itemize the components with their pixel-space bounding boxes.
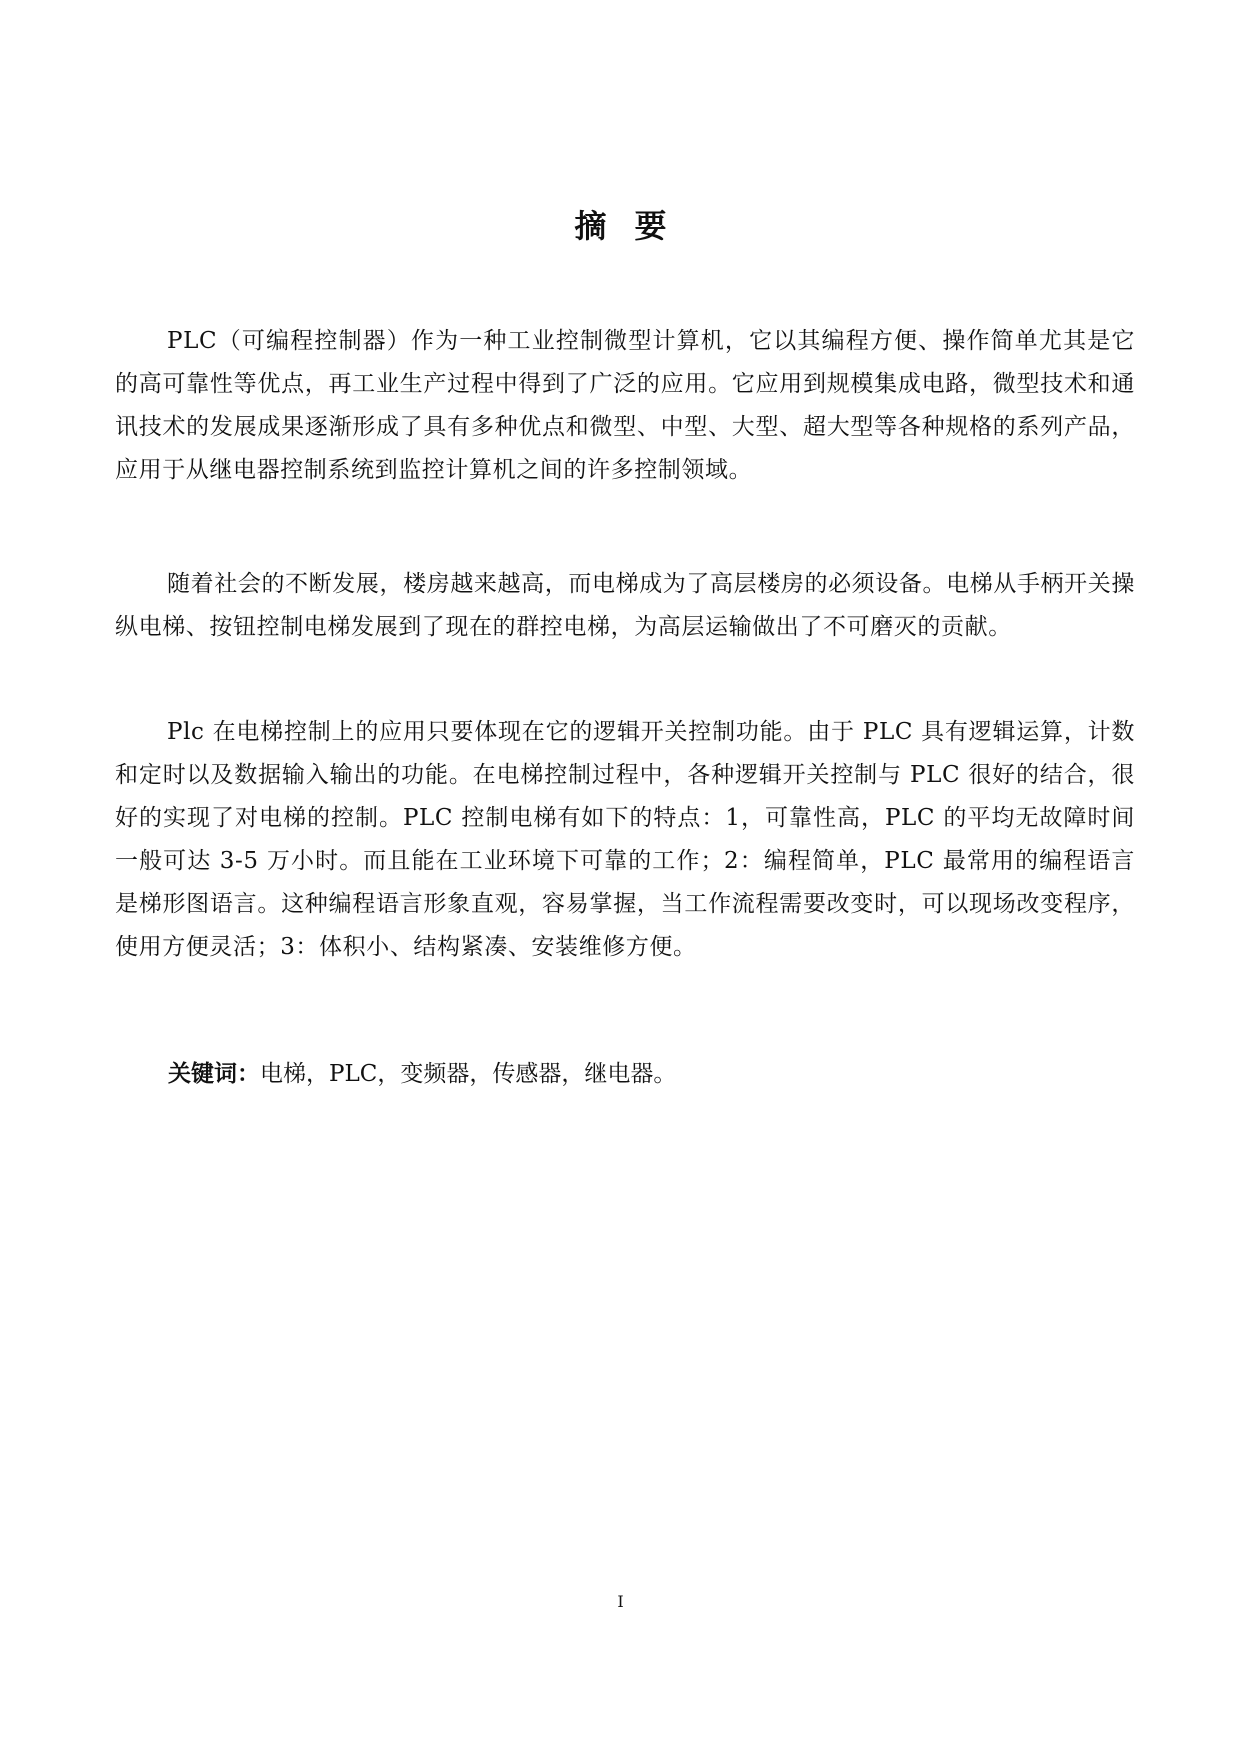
abstract-paragraph-2: 随着社会的不断发展，楼房越来越高，而电梯成为了高层楼房的必须设备。电梯从手柄开关操纵电梯、按钮控制电梯发展到了现在的群控电梯，为高层运输做出了不可磨灭的贡献。 [115,571,1135,640]
abstract-paragraph-3: Plc 在电梯控制上的应用只要体现在它的逻辑开关控制功能。由于 PLC 具有逻辑运算，计数和定时以及数据输入输出的功能。在电梯控制过程中，各种逻辑开关控制与 PLC 很好的结合，很好的实现了对电梯的控制。PLC 控制电梯有如下的特点：1，可靠性高，PLC 的平均无故障时间一般可达 3-5 万小时。而且能在工业环境下可靠的工作；2：编程简单，PLC 最常用的编程语言是梯形图语言。这种编程语言形象直观，容易掌握，当工作流程需要改变时，可以现场改变程序，使用方便灵活；3：体积小、结构紧凑、安装维修方便。 [115,719,1135,960]
keywords-label: 关键词： [168,1061,260,1087]
keywords-line [168,1054,676,1094]
page-number: I [617,1592,624,1611]
page-title: 摘要 [574,207,695,245]
abstract-paragraph-1: PLC（可编程控制器）作为一种工业控制微型计算机，它以其编程方便、操作简单尤其是它的高可靠性等优点，再工业生产过程中得到了广泛的应用。它应用到规模集成电路，微型技术和通讯技术的发展成果逐渐形成了具有多种优点和微型、中型、大型、超大型等各种规格的系列产品，应用于从继电器控制系统到监控计算机之间的许多控制领域。 [115,328,1135,483]
keywords-text: 电梯，PLC，变频器，传感器，继电器。 [260,1061,677,1087]
